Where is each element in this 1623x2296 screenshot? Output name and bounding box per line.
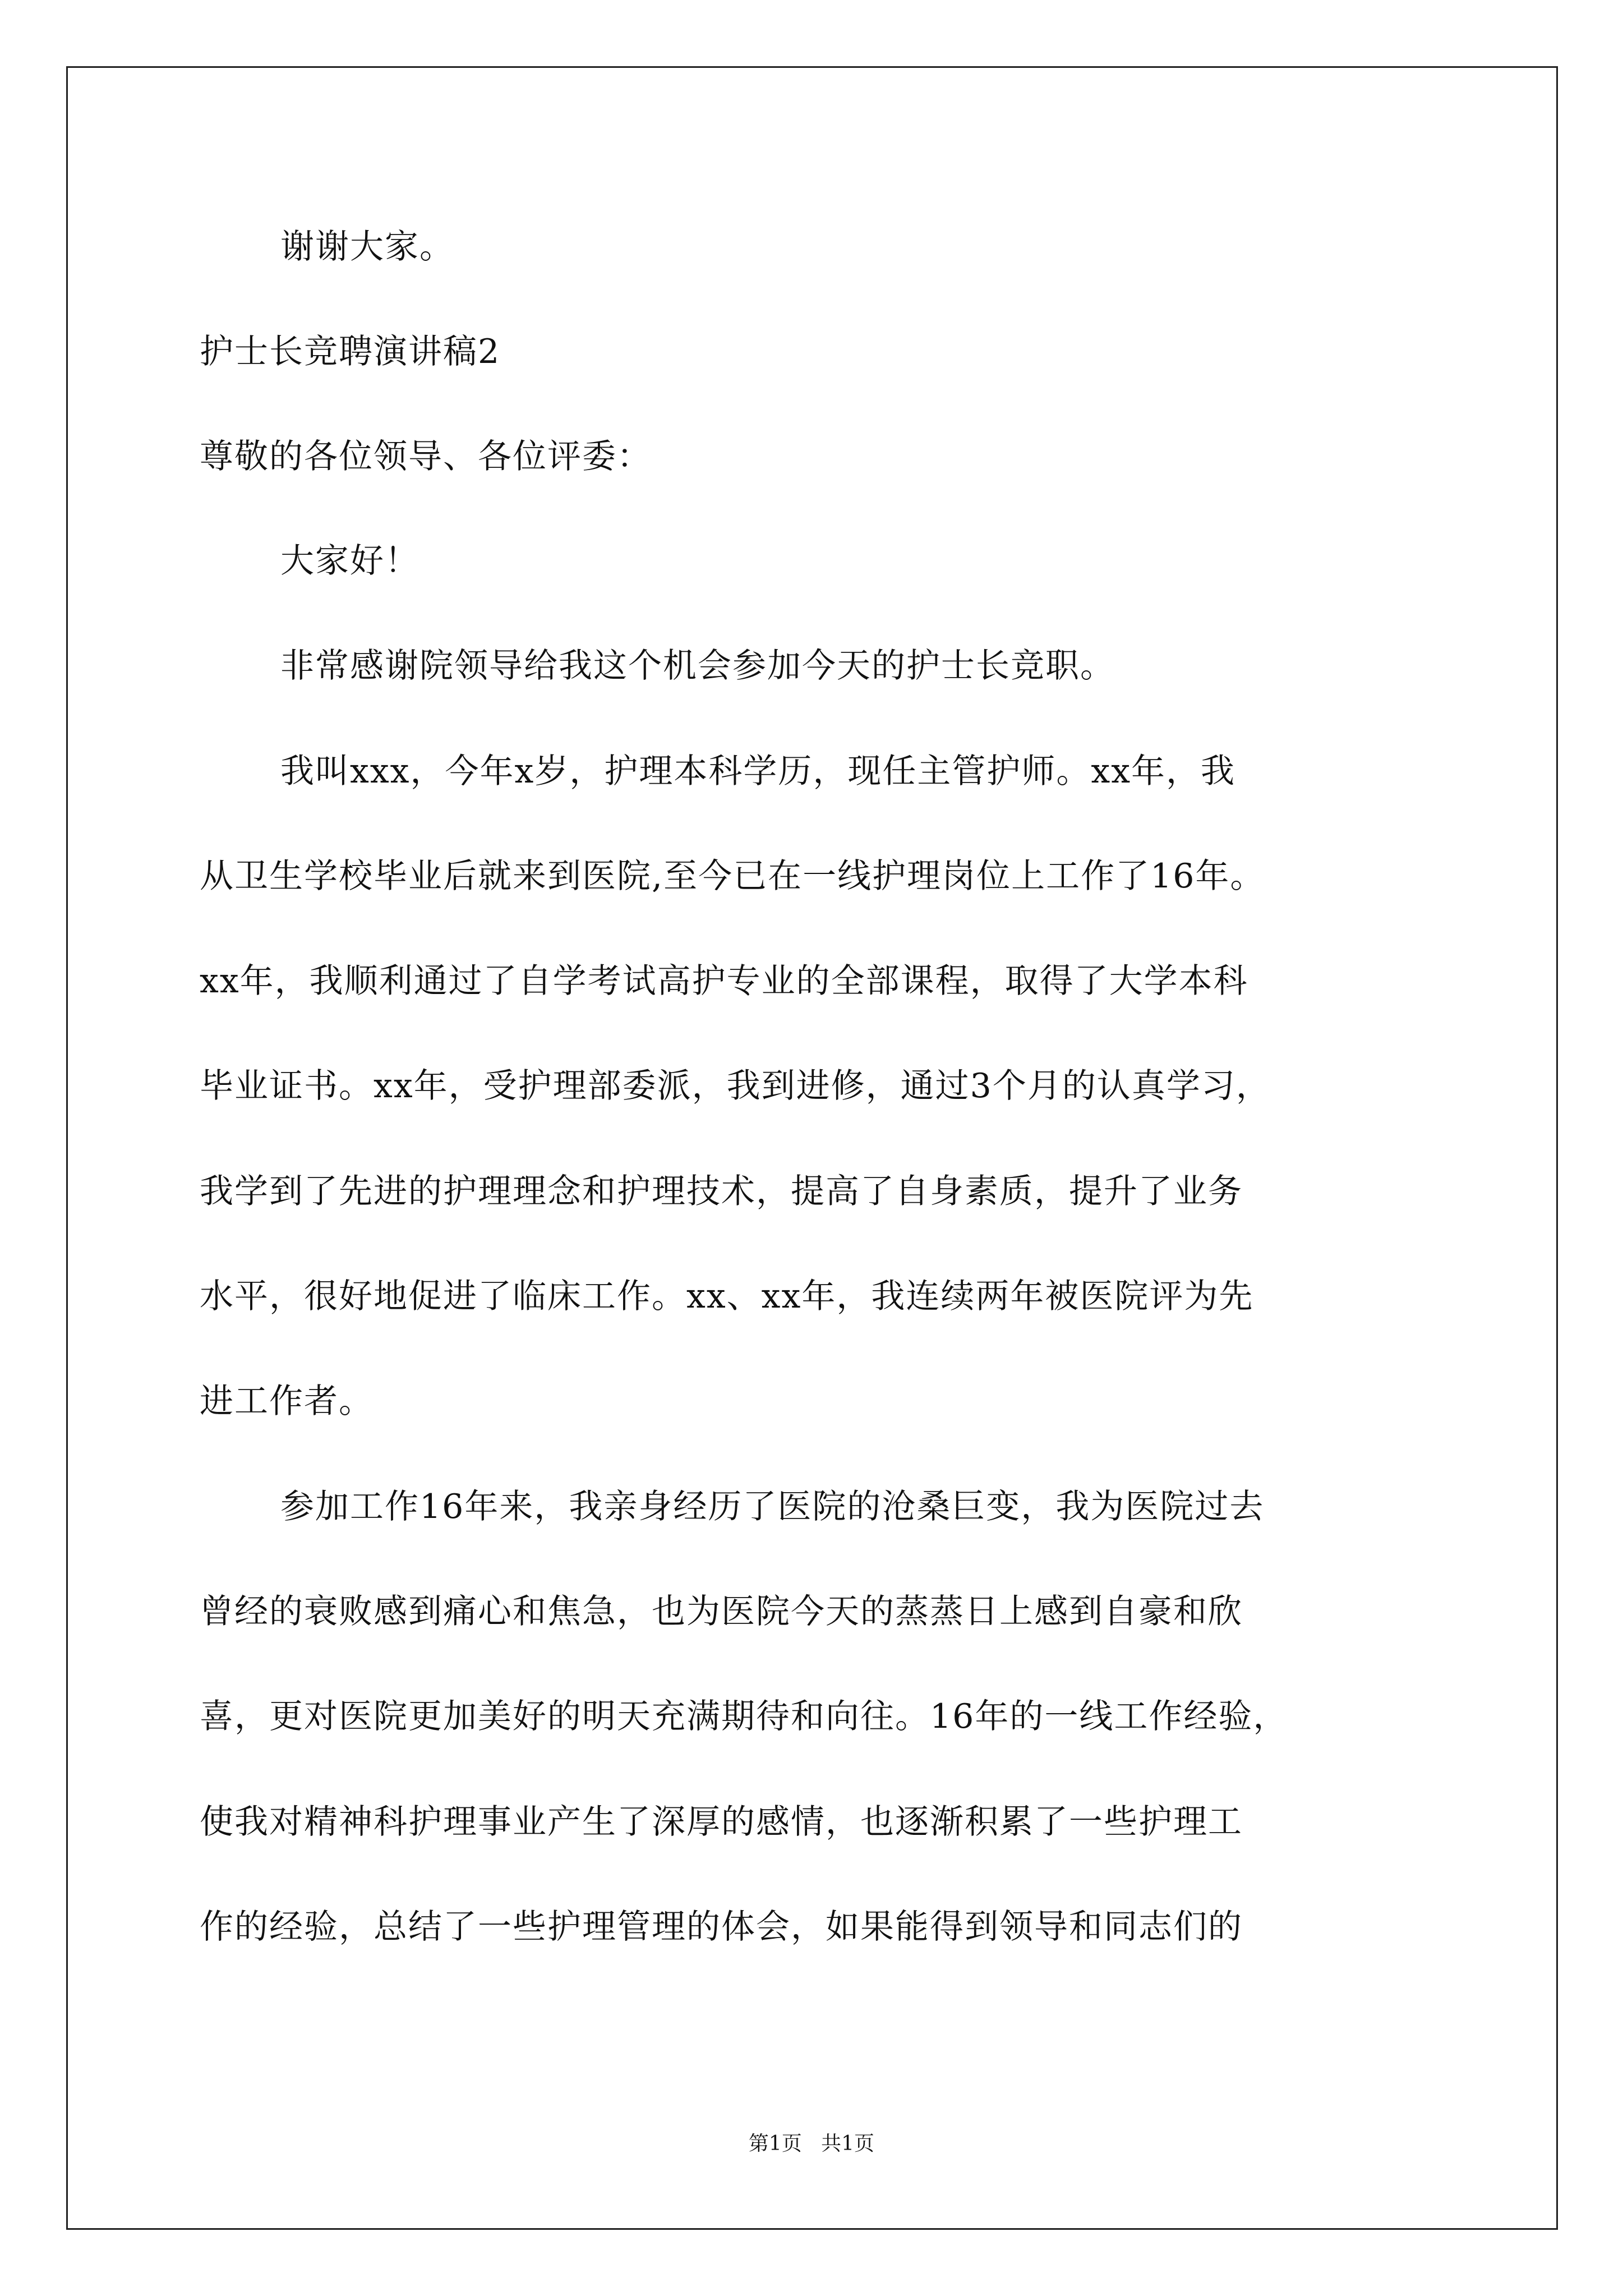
paragraph-line: 从卫生学校毕业后就来到医院,至今已在一线护理岗位上工作了16年。 <box>200 857 1265 896</box>
page-footer: 第1页 共1页 <box>748 2132 875 2155</box>
paragraph-line: 进工作者。 <box>200 1382 374 1421</box>
paragraph-line: 曾经的衰败感到痛心和焦急，也为医院今天的蒸蒸日上感到自豪和欣 <box>200 1592 1243 1631</box>
salutation: 尊敬的各位领导、各位评委： <box>200 437 652 476</box>
paragraph-line: 水平，很好地促进了临床工作。xx、xx年，我连续两年被医院评为先 <box>200 1277 1254 1316</box>
paragraph-line: 非常感谢院领导给我这个机会参加今天的护士长竞职。 <box>280 646 1115 685</box>
paragraph-line: 我学到了先进的护理理念和护理技术，提高了自身素质，提升了业务 <box>200 1172 1243 1211</box>
closing-line: 谢谢大家。 <box>280 227 454 266</box>
paragraph-line: 参加工作16年来，我亲身经历了医院的沧桑巨变，我为医院过去 <box>280 1487 1265 1526</box>
paragraph-line: 我叫xxx，今年x岁，护理本科学历，现任主管护师。xx年，我 <box>280 752 1236 791</box>
paragraph-line: xx年，我顺利通过了自学考试高护专业的全部课程，取得了大学本科 <box>200 961 1248 1001</box>
paragraph-line: 喜，更对医院更加美好的明天充满期待和向往。16年的一线工作经验， <box>200 1697 1288 1736</box>
document-title: 护士长竞聘演讲稿2 <box>200 332 501 371</box>
greeting: 大家好！ <box>280 541 419 581</box>
paragraph-line: 使我对精神科护理事业产生了深厚的感情，也逐渐积累了一些护理工 <box>200 1802 1243 1842</box>
paragraph-line: 作的经验，总结了一些护理管理的体会，如果能得到领导和同志们的 <box>200 1907 1243 1947</box>
paragraph-line: 毕业证书。xx年，受护理部委派，我到进修，通过3个月的认真学习， <box>200 1066 1271 1106</box>
